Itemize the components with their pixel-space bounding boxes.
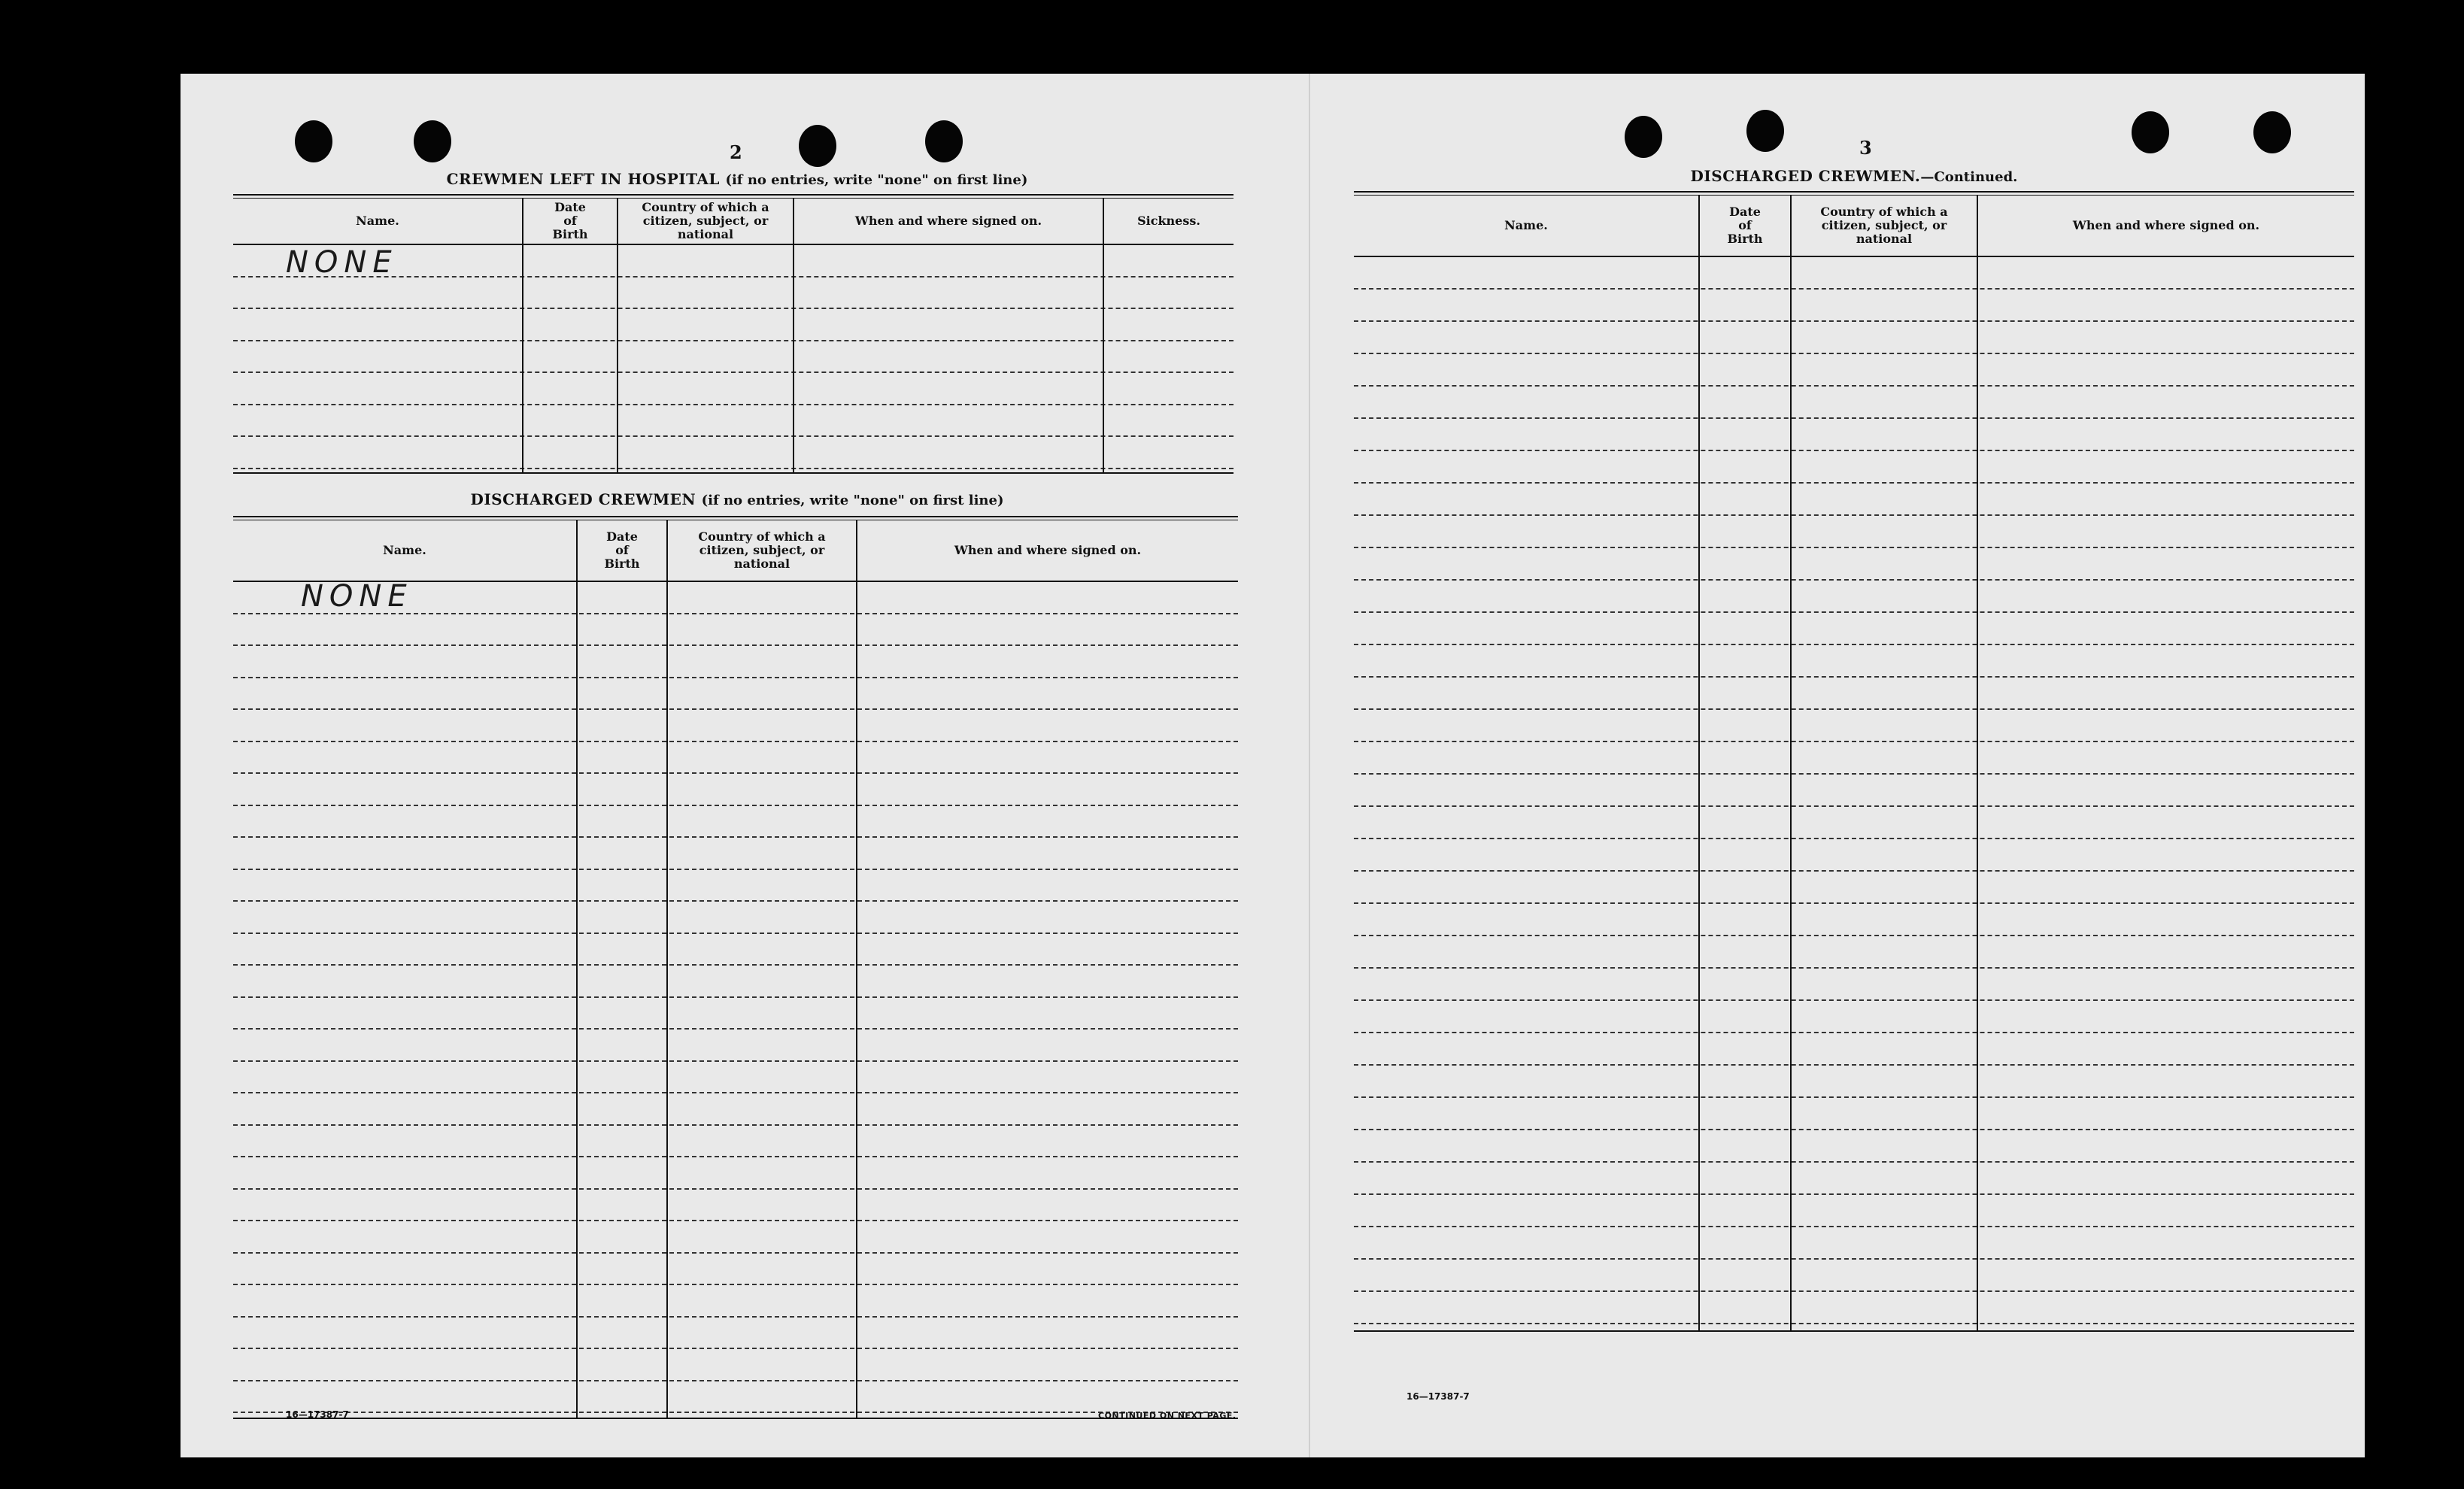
handwritten-none: NONE bbox=[286, 245, 398, 280]
column-divider bbox=[522, 199, 523, 472]
blank-entry-line bbox=[233, 741, 1238, 742]
blank-entry-line bbox=[233, 869, 1238, 870]
blank-entry-line bbox=[1354, 320, 2354, 322]
column-divider bbox=[617, 199, 618, 472]
blank-entry-line bbox=[233, 1380, 1238, 1381]
blank-entry-line bbox=[233, 308, 1234, 309]
blank-entry-line bbox=[1354, 838, 2354, 839]
blank-entry-line bbox=[1354, 1161, 2354, 1163]
discharged-table bbox=[233, 516, 1238, 1448]
column-divider bbox=[793, 199, 794, 472]
blank-entry-line bbox=[233, 708, 1238, 710]
blank-entry-line bbox=[233, 1348, 1238, 1349]
blank-entry-line bbox=[1354, 1032, 2354, 1033]
column-header-country: Country of which a citizen, subject, or national bbox=[1820, 205, 1948, 246]
page-number: 3 bbox=[1859, 137, 1872, 159]
blank-entry-line bbox=[233, 996, 1238, 998]
blank-entry-line bbox=[233, 1412, 1238, 1413]
blank-entry-line bbox=[1354, 417, 2354, 419]
blank-entry-line bbox=[1354, 385, 2354, 387]
continued-note: CONTINUED ON NEXT PAGE. bbox=[1098, 1411, 1237, 1421]
table-bottom-rule bbox=[233, 1418, 1238, 1419]
blank-entry-line bbox=[1354, 676, 2354, 678]
blank-entry-line bbox=[233, 1316, 1238, 1318]
blank-entry-line bbox=[1354, 741, 2354, 742]
blank-entry-line bbox=[233, 340, 1234, 341]
blank-entry-line bbox=[1354, 1064, 2354, 1066]
blank-entry-line bbox=[233, 772, 1238, 774]
blank-entry-line bbox=[233, 1252, 1238, 1254]
column-header-sickness: Sickness. bbox=[1137, 214, 1200, 228]
blank-entry-line bbox=[1354, 708, 2354, 710]
page-number: 2 bbox=[730, 141, 742, 163]
column-divider bbox=[666, 520, 668, 1418]
blank-entry-line bbox=[1354, 805, 2354, 807]
blank-entry-line bbox=[1354, 1323, 2354, 1324]
blank-entry-line bbox=[233, 900, 1238, 902]
blank-entry-line bbox=[1354, 870, 2354, 872]
column-divider bbox=[576, 520, 578, 1418]
center-fold bbox=[1309, 74, 1310, 1457]
column-divider bbox=[856, 520, 857, 1418]
right-section-title bbox=[1354, 167, 2354, 185]
blank-entry-line bbox=[233, 1060, 1238, 1062]
discharged-title-text: DISCHARGED CREWMEN bbox=[470, 490, 696, 508]
blank-entry-line bbox=[1354, 1193, 2354, 1195]
blank-entry-line bbox=[1354, 935, 2354, 936]
blank-entry-line bbox=[1354, 450, 2354, 451]
column-header-signed-on: When and where signed on. bbox=[2072, 218, 2260, 232]
blank-entry-line bbox=[233, 1156, 1238, 1157]
blank-entry-line bbox=[1354, 611, 2354, 613]
blank-entry-line bbox=[233, 836, 1238, 838]
blank-entry-line bbox=[233, 644, 1238, 646]
right-title-text: DISCHARGED CREWMEN. bbox=[1690, 167, 1921, 185]
document-sheet bbox=[181, 74, 2365, 1457]
column-header-signed-on: When and where signed on. bbox=[854, 214, 1042, 228]
blank-entry-line bbox=[1354, 967, 2354, 969]
column-header-signed-on: When and where signed on. bbox=[954, 543, 1142, 557]
table-bottom-rule bbox=[233, 472, 1234, 474]
blank-entry-line bbox=[233, 371, 1234, 373]
blank-entry-line bbox=[1354, 902, 2354, 904]
blank-entry-line bbox=[1354, 288, 2354, 290]
column-divider bbox=[1103, 199, 1104, 472]
blank-entry-line bbox=[233, 404, 1234, 405]
discharged-section-title bbox=[233, 490, 1241, 508]
discharged-continued-table bbox=[1354, 191, 2354, 1384]
blank-entry-line bbox=[233, 1124, 1238, 1126]
table-header bbox=[233, 520, 1238, 582]
blank-entry-line bbox=[1354, 999, 2354, 1001]
blank-entry-line bbox=[1354, 644, 2354, 645]
table-header bbox=[233, 199, 1234, 245]
column-divider bbox=[1977, 196, 1978, 1330]
left-page bbox=[233, 74, 1241, 1457]
blank-entry-line bbox=[233, 1188, 1238, 1190]
blank-entry-line bbox=[233, 1284, 1238, 1285]
blank-entry-line bbox=[233, 1092, 1238, 1093]
blank-entry-line bbox=[1354, 1258, 2354, 1260]
hospital-title-text: CREWMEN LEFT IN HOSPITAL bbox=[446, 170, 720, 188]
blank-entry-line bbox=[1354, 1096, 2354, 1098]
column-divider bbox=[1698, 196, 1700, 1330]
blank-entry-line bbox=[233, 1220, 1238, 1221]
blank-entry-line bbox=[1354, 1129, 2354, 1130]
form-code: 16—17387-7 bbox=[1406, 1391, 1470, 1402]
blank-entry-line bbox=[233, 964, 1238, 966]
column-header-country: Country of which a citizen, subject, or national bbox=[698, 529, 826, 571]
column-header-date-of-birth: Date of Birth bbox=[604, 529, 640, 571]
column-header-date-of-birth: Date of Birth bbox=[1727, 205, 1763, 246]
blank-entry-line bbox=[233, 677, 1238, 678]
blank-entry-line bbox=[1354, 514, 2354, 516]
blank-entry-line bbox=[1354, 547, 2354, 548]
column-header-name: Name. bbox=[383, 543, 426, 557]
column-divider bbox=[1790, 196, 1792, 1330]
hospital-table bbox=[233, 194, 1234, 469]
blank-entry-line bbox=[233, 1028, 1238, 1030]
form-code: 16—17387-7 bbox=[286, 1409, 349, 1420]
hospital-section-title bbox=[233, 170, 1241, 188]
handwritten-none: NONE bbox=[301, 579, 413, 614]
right-title-suffix: —Continued. bbox=[1920, 169, 2018, 185]
blank-entry-line bbox=[233, 435, 1234, 437]
blank-entry-line bbox=[1354, 579, 2354, 581]
hospital-title-note: (if no entries, write "none" on first line) bbox=[725, 172, 1028, 188]
column-header-name: Name. bbox=[1504, 218, 1548, 232]
right-page bbox=[1354, 74, 2354, 1457]
blank-entry-line bbox=[233, 468, 1234, 469]
blank-entry-line bbox=[1354, 353, 2354, 354]
table-bottom-rule bbox=[1354, 1330, 2354, 1332]
blank-entry-line bbox=[1354, 482, 2354, 484]
blank-entry-line bbox=[233, 933, 1238, 934]
column-header-country: Country of which a citizen, subject, or national bbox=[642, 200, 769, 241]
blank-entry-line bbox=[1354, 1290, 2354, 1292]
blank-entry-line bbox=[1354, 1226, 2354, 1227]
blank-entry-line bbox=[1354, 773, 2354, 775]
table-header bbox=[1354, 196, 2354, 257]
discharged-title-note: (if no entries, write "none" on first line) bbox=[701, 493, 1004, 508]
column-header-date-of-birth: Date of Birth bbox=[552, 200, 588, 241]
column-header-name: Name. bbox=[356, 214, 399, 228]
blank-entry-line bbox=[233, 805, 1238, 806]
